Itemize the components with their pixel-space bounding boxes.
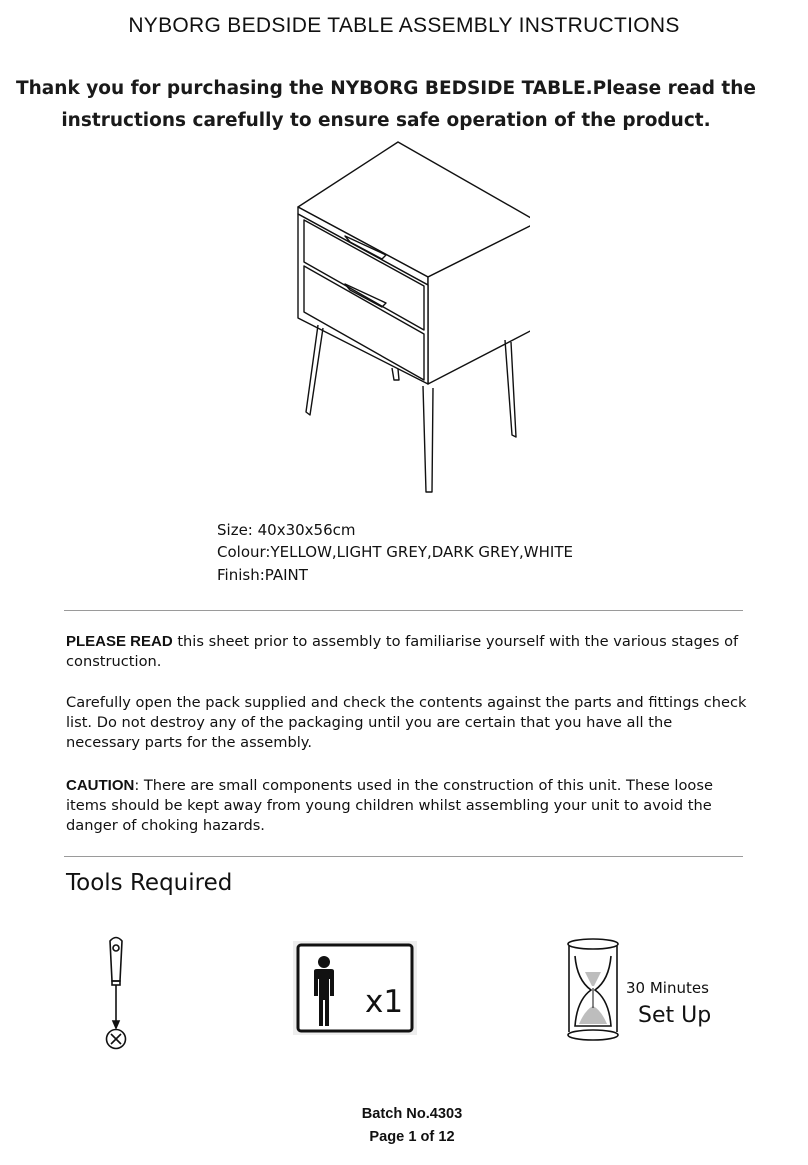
phillips-screwdriver-icon (96, 935, 136, 1053)
document-title: NYBORG BEDSIDE TABLE ASSEMBLY INSTRUCTIONS (128, 14, 680, 37)
spec-colour: Colour:YELLOW,LIGHT GREY,DARK GREY,WHITE (217, 543, 573, 561)
caution-lead: CAUTION (66, 777, 135, 794)
spec-size: Size: 40x30x56cm (217, 521, 356, 539)
caution-text: : There are small components used in the construction of this unit. These loose items should be kept away from young children whilst assembling your unit to avoid the danger of choking hazards. (66, 777, 713, 834)
hourglass-icon (563, 936, 623, 1044)
please-read-lead: PLEASE READ (66, 633, 173, 650)
check-contents-notice: Carefully open the pack supplied and check the contents against the parts and fittings check list. Do not destroy any of the packaging until you are certain that you have all the necessary parts for the assembly. (66, 694, 747, 751)
assembly-time-label: 30 Minutes (626, 979, 709, 997)
section-divider (64, 610, 743, 611)
page-number: Page 1 of 12 (369, 1129, 455, 1145)
setup-label: Set Up (638, 1003, 712, 1028)
person-count-label: x1 (365, 984, 404, 1020)
intro-line-1: Thank you for purchasing the NYBORG BEDSIDE TABLE.Please read the (16, 78, 756, 99)
intro-line-2: instructions carefully to ensure safe operation of the product. (61, 110, 711, 131)
section-divider (64, 856, 743, 857)
please-read-text: this sheet prior to assembly to familiarise yourself with the various stages of construction. (66, 633, 739, 670)
caution-notice (66, 776, 750, 836)
spec-finish: Finish:PAINT (217, 566, 308, 584)
batch-number: Batch No.4303 (361, 1106, 463, 1122)
assembly-person-count (292, 940, 418, 1036)
bedside-table-illustration (290, 140, 530, 495)
tools-required-heading: Tools Required (66, 870, 233, 896)
please-read-notice (66, 632, 750, 672)
